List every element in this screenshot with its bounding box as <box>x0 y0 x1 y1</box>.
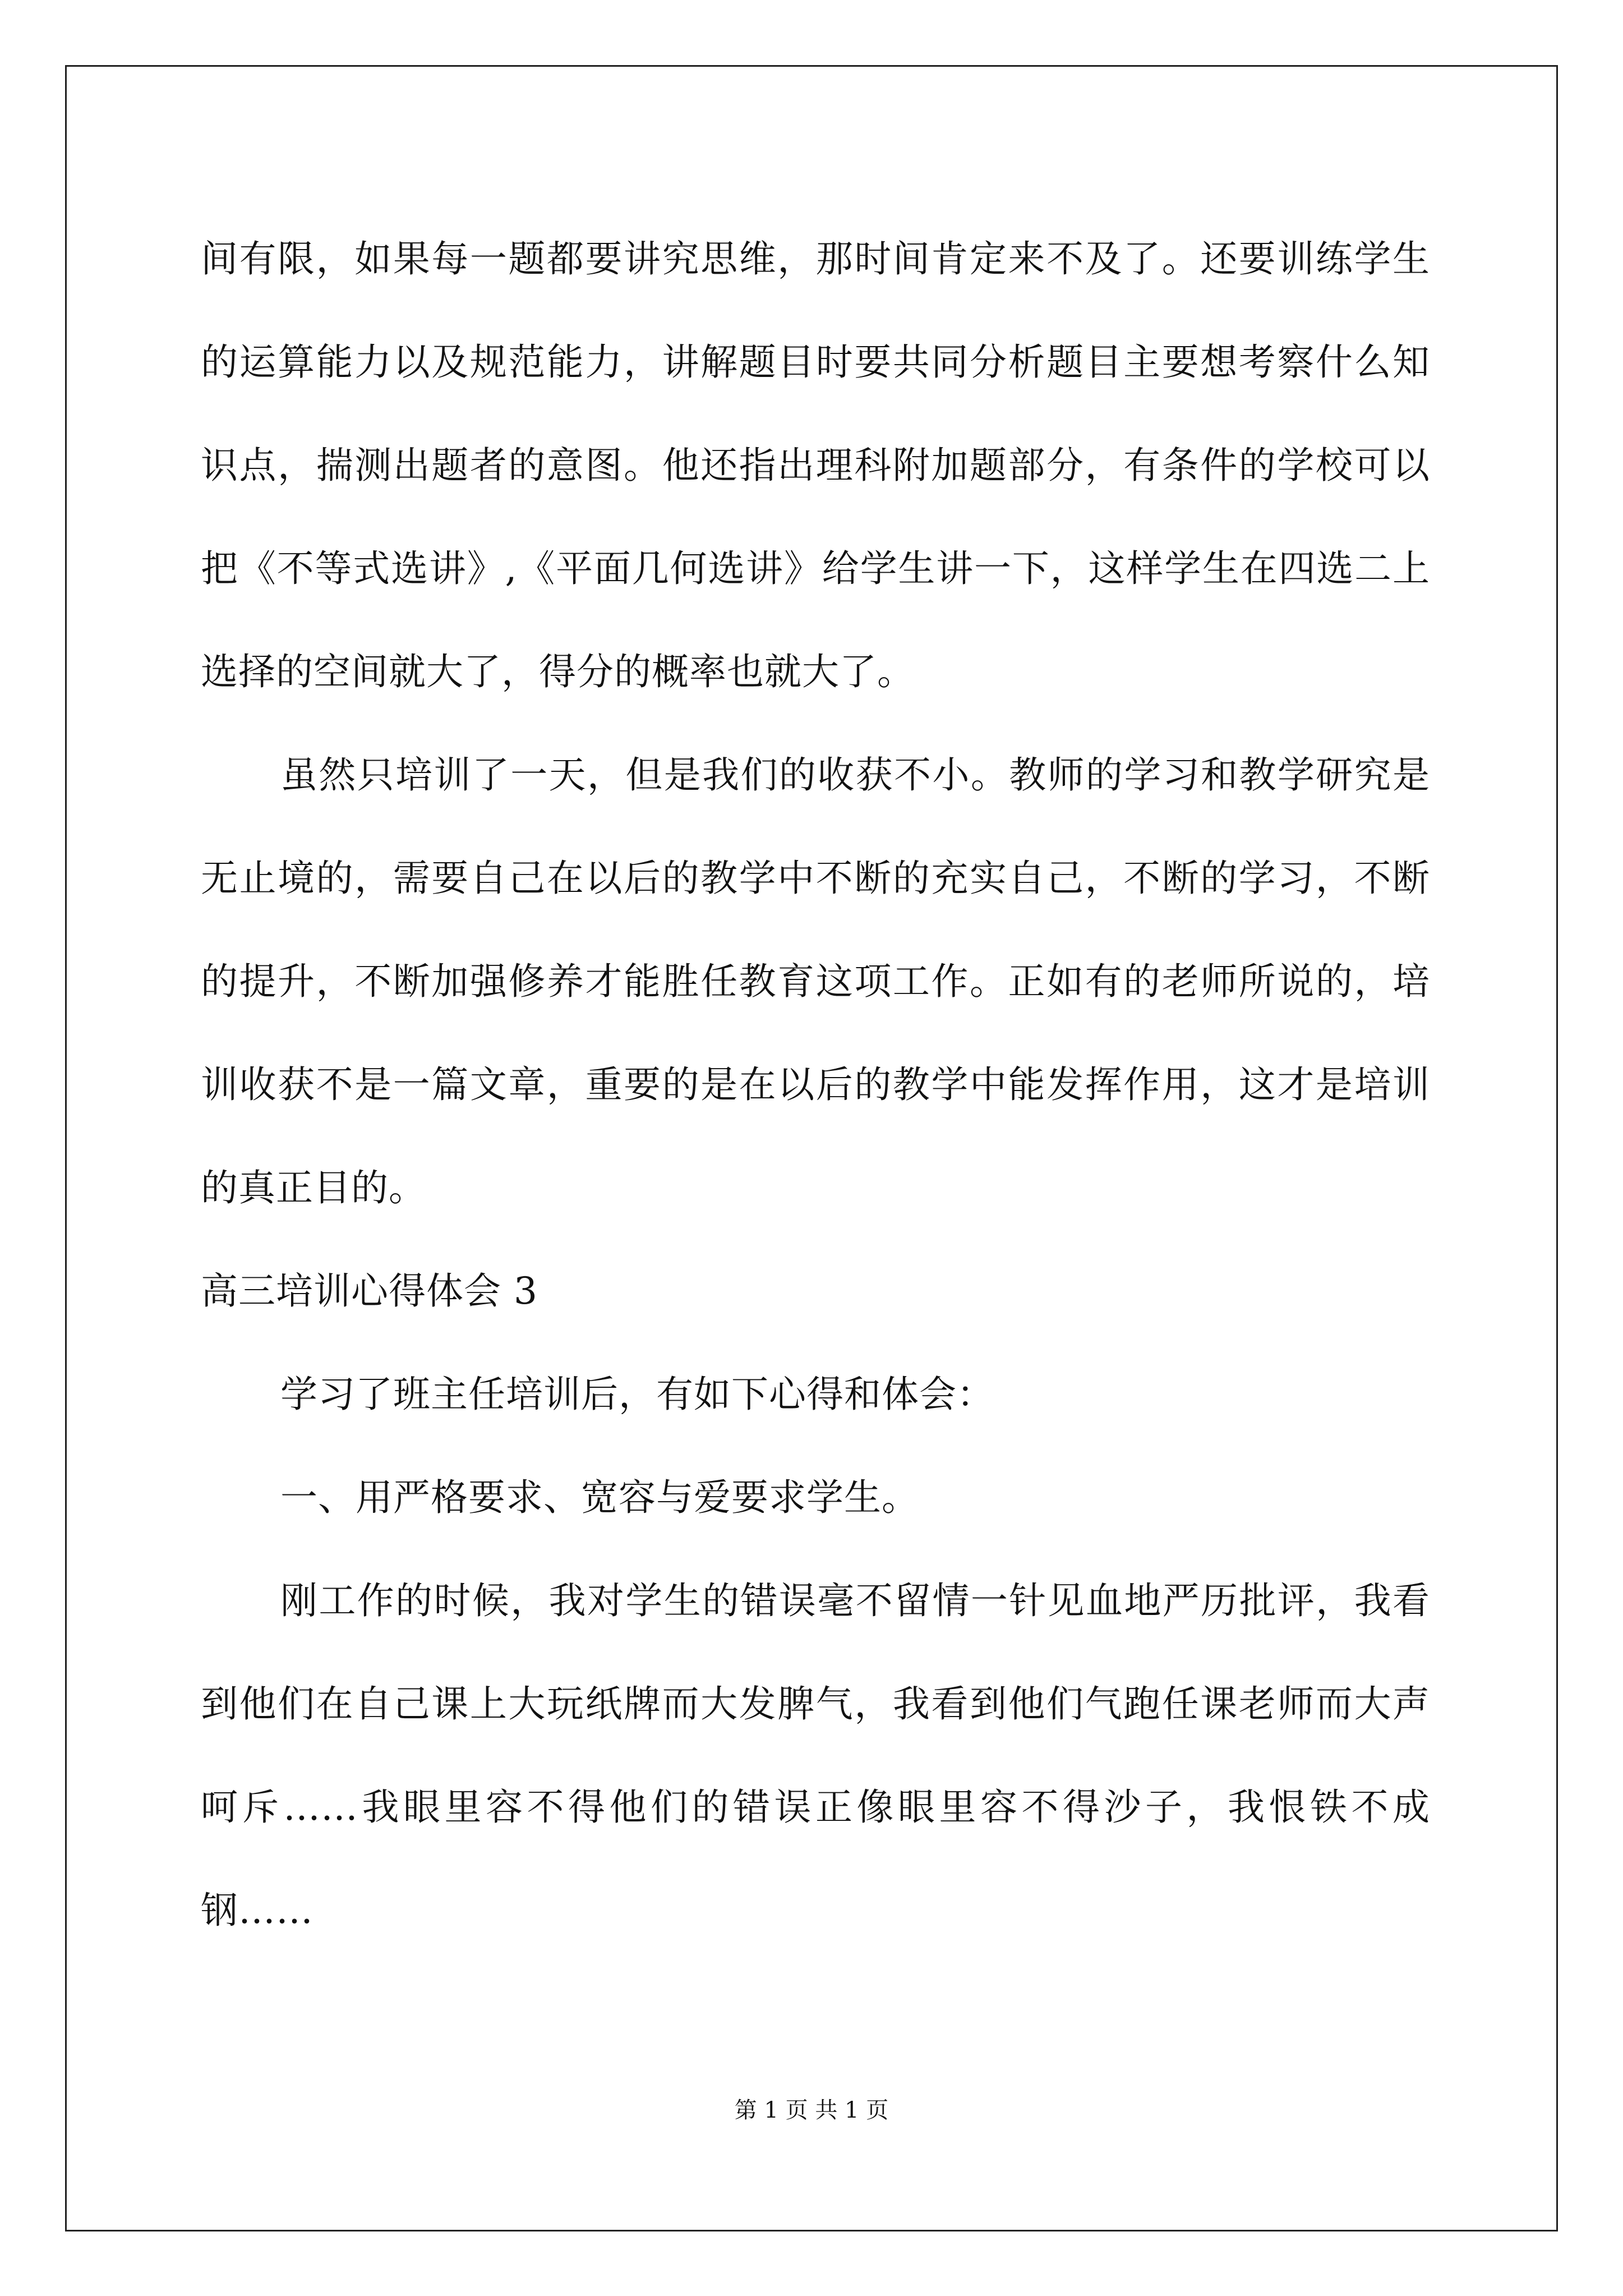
section-paragraph-2: 一、用严格要求、宽容与爱要求学生。 <box>280 1476 919 1519</box>
document-body <box>201 208 1430 1962</box>
section-paragraph-3: 刚工作的时候，我对学生的错误毫不留情一针见血地严历批评，我看到他们在自己课上大玩纸牌而大发脾气，我看到他们气跑任课老师而大声呵斥……我眼里容不得他们的错误正像眼里容不得沙子，我恨铁不成钢…… <box>201 1579 1430 1932</box>
section-paragraph-1: 学习了班主任培训后，有如下心得和体会： <box>280 1373 994 1416</box>
page-footer: 第 1 页 共 1 页 <box>734 2097 889 2123</box>
paragraph-2: 虽然只培训了一天，但是我们的收获不小。教师的学习和教学研究是无止境的，需要自己在以后的教学中不断的充实自己，不断的学习，不断的提升，不断加强修养才能胜任教育这项工作。正如有的老师所说的，培训收获不是一篇文章，重要的是在以后的教学中能发挥作用，这才是培训的真正目的。 <box>201 753 1430 1209</box>
section-heading: 高三培训心得体会 3 <box>201 1269 538 1313</box>
paragraph-1: 间有限，如果每一题都要讲究思维，那时间肯定来不及了。还要训练学生的运算能力以及规范能力，讲解题目时要共同分析题目主要想考察什么知识点，揣测出题者的意图。他还指出理科附加题部分，有条件的学校可以把《不等式选讲》,《平面几何选讲》给学生讲一下，这样学生在四选二上选择的空间就大了，得分的概率也就大了。 <box>201 237 1430 693</box>
